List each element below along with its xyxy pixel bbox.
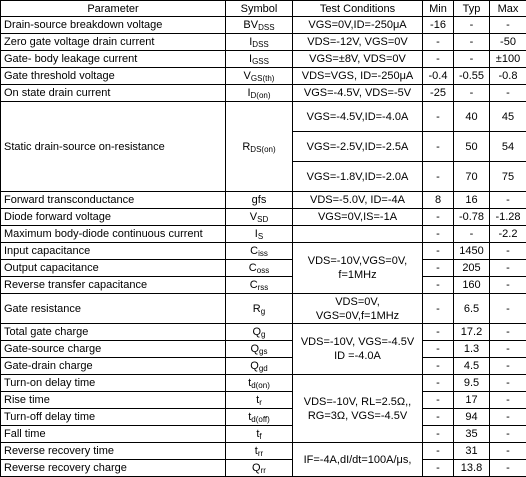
typ-cell: 40 [454,102,490,132]
min-cell: - [423,277,454,294]
typ-cell: 94 [454,409,490,426]
condition-cell: IF=-4A,dI/dt=100A/μs, [293,443,423,477]
header-symbol: Symbol [226,1,293,17]
symbol-cell [226,426,293,443]
symbol-cell [226,209,293,226]
max-cell: - [490,277,526,294]
max-cell: - [490,460,526,477]
max-cell: - [490,243,526,260]
condition-line: VDS=-10V,VGS=0V, [308,255,407,267]
symbol-main: Q [250,360,259,372]
symbol-cell [226,51,293,68]
symbol-cell [226,85,293,102]
symbol-main: BV [243,19,258,31]
table-row [1,102,526,132]
symbol-sub: f [259,432,261,441]
typ-cell: 16 [454,192,490,209]
condition-cell: VGS=0V,ID=-250μA [293,17,423,34]
max-cell: - [490,426,526,443]
table-row [1,17,526,34]
typ-cell: 31 [454,443,490,460]
min-cell: - [423,324,454,341]
min-cell: 8 [423,192,454,209]
symbol-sub: d(off) [251,415,270,424]
symbol-sub: DSS [258,23,274,32]
symbol-sub: gd [259,364,268,373]
condition-cell [293,375,423,443]
header-min: Min [423,1,454,17]
param-cell: Static drain-source on-resistance [1,102,226,192]
min-cell: - [423,426,454,443]
condition-cell: VGS=-4.5V, VDS=-5V [293,85,423,102]
symbol-main: R [253,303,261,315]
symbol-sub: rss [258,283,269,292]
param-cell: Diode forward voltage [1,209,226,226]
min-cell: - [423,260,454,277]
min-cell: - [423,51,454,68]
max-cell: - [490,375,526,392]
param-cell: Gate-source charge [1,341,226,358]
max-cell: - [490,324,526,341]
condition-cell: VGS=-2.5V,ID=-2.5A [293,132,423,162]
condition-cell [293,294,423,324]
min-cell: -25 [423,85,454,102]
min-cell: - [423,409,454,426]
typ-cell: 9.5 [454,375,490,392]
symbol-cell: gfs [226,192,293,209]
condition-cell: VDS=-12V, VGS=0V [293,34,423,51]
max-cell: 75 [490,162,526,192]
min-cell: - [423,209,454,226]
table-row [1,341,526,358]
typ-cell: 160 [454,277,490,294]
typ-cell: - [454,34,490,51]
min-cell: - [423,162,454,192]
param-cell: Gate threshold voltage [1,68,226,85]
header-max: Max [490,1,526,17]
symbol-main: R [242,141,250,153]
param-cell: Fall time [1,426,226,443]
typ-cell: 1450 [454,243,490,260]
condition-line: ID =-4.0A [334,350,381,362]
condition-cell [293,324,423,375]
param-cell: Turn-off delay time [1,409,226,426]
symbol-main: Q [252,462,261,474]
symbol-main: I [247,87,250,99]
symbol-cell [226,102,293,192]
param-cell: Maximum body-diode continuous current [1,226,226,243]
symbol-sub: rr [258,449,263,458]
table-row [1,34,526,51]
typ-cell: - [454,17,490,34]
symbol-main: C [250,245,258,257]
table-row [1,443,526,460]
symbol-main: I [249,53,252,65]
symbol-sub: rr [261,466,266,475]
max-cell: 45 [490,102,526,132]
symbol-sub: gs [259,347,267,356]
symbol-sub: oss [257,266,269,275]
typ-cell: -0.78 [454,209,490,226]
condition-cell: VDS=-5.0V, ID=-4A [293,192,423,209]
param-cell: Reverse recovery time [1,443,226,460]
max-cell: - [490,392,526,409]
condition-line: VDS=0V, [335,296,380,308]
symbol-main: t [248,377,251,389]
header-typ: Typ [454,1,490,17]
param-cell: Gate- body leakage current [1,51,226,68]
min-cell: - [423,243,454,260]
condition-line: VGS=0V,f=1MHz [316,310,399,322]
symbol-main: t [248,411,251,423]
table-row [1,358,526,375]
param-cell: Input capacitance [1,243,226,260]
header-parameter: Parameter [1,1,226,17]
condition-line: RG=3Ω, VGS=-4.5V [308,410,407,422]
symbol-main: C [249,262,257,274]
typ-cell: 35 [454,426,490,443]
symbol-cell [226,68,293,85]
max-cell: 54 [490,132,526,162]
table-row [1,392,526,409]
symbol-main: V [250,211,257,223]
max-cell: -50 [490,34,526,51]
min-cell: - [423,358,454,375]
symbol-cell [226,443,293,460]
table-row [1,294,526,324]
condition-line: VDS=-10V, RL=2.5Ω,, [304,396,412,408]
symbol-sub: GSS [252,57,269,66]
table-row [1,324,526,341]
symbol-main: t [256,428,259,440]
param-cell: On state drain current [1,85,226,102]
min-cell: -0.4 [423,68,454,85]
table-row [1,426,526,443]
symbol-cell [226,243,293,260]
table-row [1,68,526,85]
symbol-cell [226,34,293,51]
symbol-cell [226,260,293,277]
typ-cell: 1.3 [454,341,490,358]
symbol-sub: DSS [252,40,268,49]
symbol-cell [226,226,293,243]
table-row [1,409,526,426]
symbol-cell [226,358,293,375]
max-cell: - [490,260,526,277]
param-cell: Drain-source breakdown voltage [1,17,226,34]
typ-cell: -0.55 [454,68,490,85]
condition-cell: VGS=±8V, VDS=0V [293,51,423,68]
max-cell: - [490,409,526,426]
symbol-main: C [250,279,258,291]
table-row [1,243,526,260]
min-cell: - [423,460,454,477]
table-row [1,375,526,392]
table-row [1,460,526,477]
max-cell: - [490,192,526,209]
symbol-sub: GS(th) [251,74,275,83]
max-cell: - [490,294,526,324]
symbol-main: V [244,70,251,82]
param-cell: Forward transconductance [1,192,226,209]
max-cell: - [490,17,526,34]
min-cell: -16 [423,17,454,34]
typ-cell: 4.5 [454,358,490,375]
typ-cell: 205 [454,260,490,277]
symbol-cell [226,375,293,392]
max-cell: -2.2 [490,226,526,243]
min-cell: - [423,34,454,51]
param-cell: Gate-drain charge [1,358,226,375]
typ-cell: 17.2 [454,324,490,341]
symbol-sub: r [259,398,262,407]
typ-cell: - [454,226,490,243]
max-cell: - [490,443,526,460]
symbol-sub: D(on) [251,91,271,100]
param-cell: Output capacitance [1,260,226,277]
symbol-cell [226,324,293,341]
min-cell: - [423,226,454,243]
min-cell: - [423,392,454,409]
typ-cell: - [454,51,490,68]
max-cell: -1.28 [490,209,526,226]
max-cell: - [490,341,526,358]
min-cell: - [423,375,454,392]
condition-cell [293,243,423,294]
param-cell: Rise time [1,392,226,409]
condition-line: f=1MHz [338,269,376,281]
symbol-sub: d(on) [251,381,270,390]
symbol-main: Q [252,326,261,338]
typ-cell: 6.5 [454,294,490,324]
max-cell: - [490,358,526,375]
condition-line: VDS=-10V, VGS=-4.5V [301,336,414,348]
min-cell: - [423,341,454,358]
symbol-sub: g [261,307,265,316]
symbol-main: Q [250,343,259,355]
table-row [1,209,526,226]
symbol-cell [226,341,293,358]
symbol-main: I [255,228,258,240]
min-cell: - [423,294,454,324]
param-cell: Gate resistance [1,294,226,324]
table-row [1,226,526,243]
header-conditions: Test Conditions [293,1,423,17]
typ-cell: 13.8 [454,460,490,477]
max-cell: ±100 [490,51,526,68]
param-cell: Reverse transfer capacitance [1,277,226,294]
min-cell: - [423,443,454,460]
symbol-sub: iss [258,249,268,258]
symbol-cell [226,17,293,34]
table-row [1,192,526,209]
table-row [1,85,526,102]
symbol-cell [226,460,293,477]
max-cell: -0.8 [490,68,526,85]
typ-cell: 17 [454,392,490,409]
condition-cell: VGS=0V,IS=-1A [293,209,423,226]
table-row [1,260,526,277]
typ-cell: - [454,85,490,102]
symbol-sub: g [261,330,265,339]
symbol-cell [226,409,293,426]
typ-cell: 70 [454,162,490,192]
symbol-main: t [255,445,258,457]
param-cell: Reverse recovery charge [1,460,226,477]
symbol-cell [226,392,293,409]
condition-cell: VGS=-4.5V,ID=-4.0A [293,102,423,132]
param-cell: Turn-on delay time [1,375,226,392]
table-row [1,277,526,294]
min-cell: - [423,132,454,162]
max-cell: - [490,85,526,102]
condition-cell: VDS=VGS, ID=-250μA [293,68,423,85]
typ-cell: 50 [454,132,490,162]
symbol-main: I [249,36,252,48]
symbol-sub: SD [257,215,268,224]
symbol-cell [226,294,293,324]
symbol-sub: DS(on) [250,145,275,154]
min-cell: - [423,102,454,132]
header-row [1,1,526,17]
table-row [1,51,526,68]
param-cell: Zero gate voltage drain current [1,34,226,51]
symbol-sub: S [258,232,263,241]
symbol-main: t [256,394,259,406]
condition-cell: VGS=-1.8V,ID=-2.0A [293,162,423,192]
condition-cell [293,226,423,243]
param-cell: Total gate charge [1,324,226,341]
symbol-cell [226,277,293,294]
